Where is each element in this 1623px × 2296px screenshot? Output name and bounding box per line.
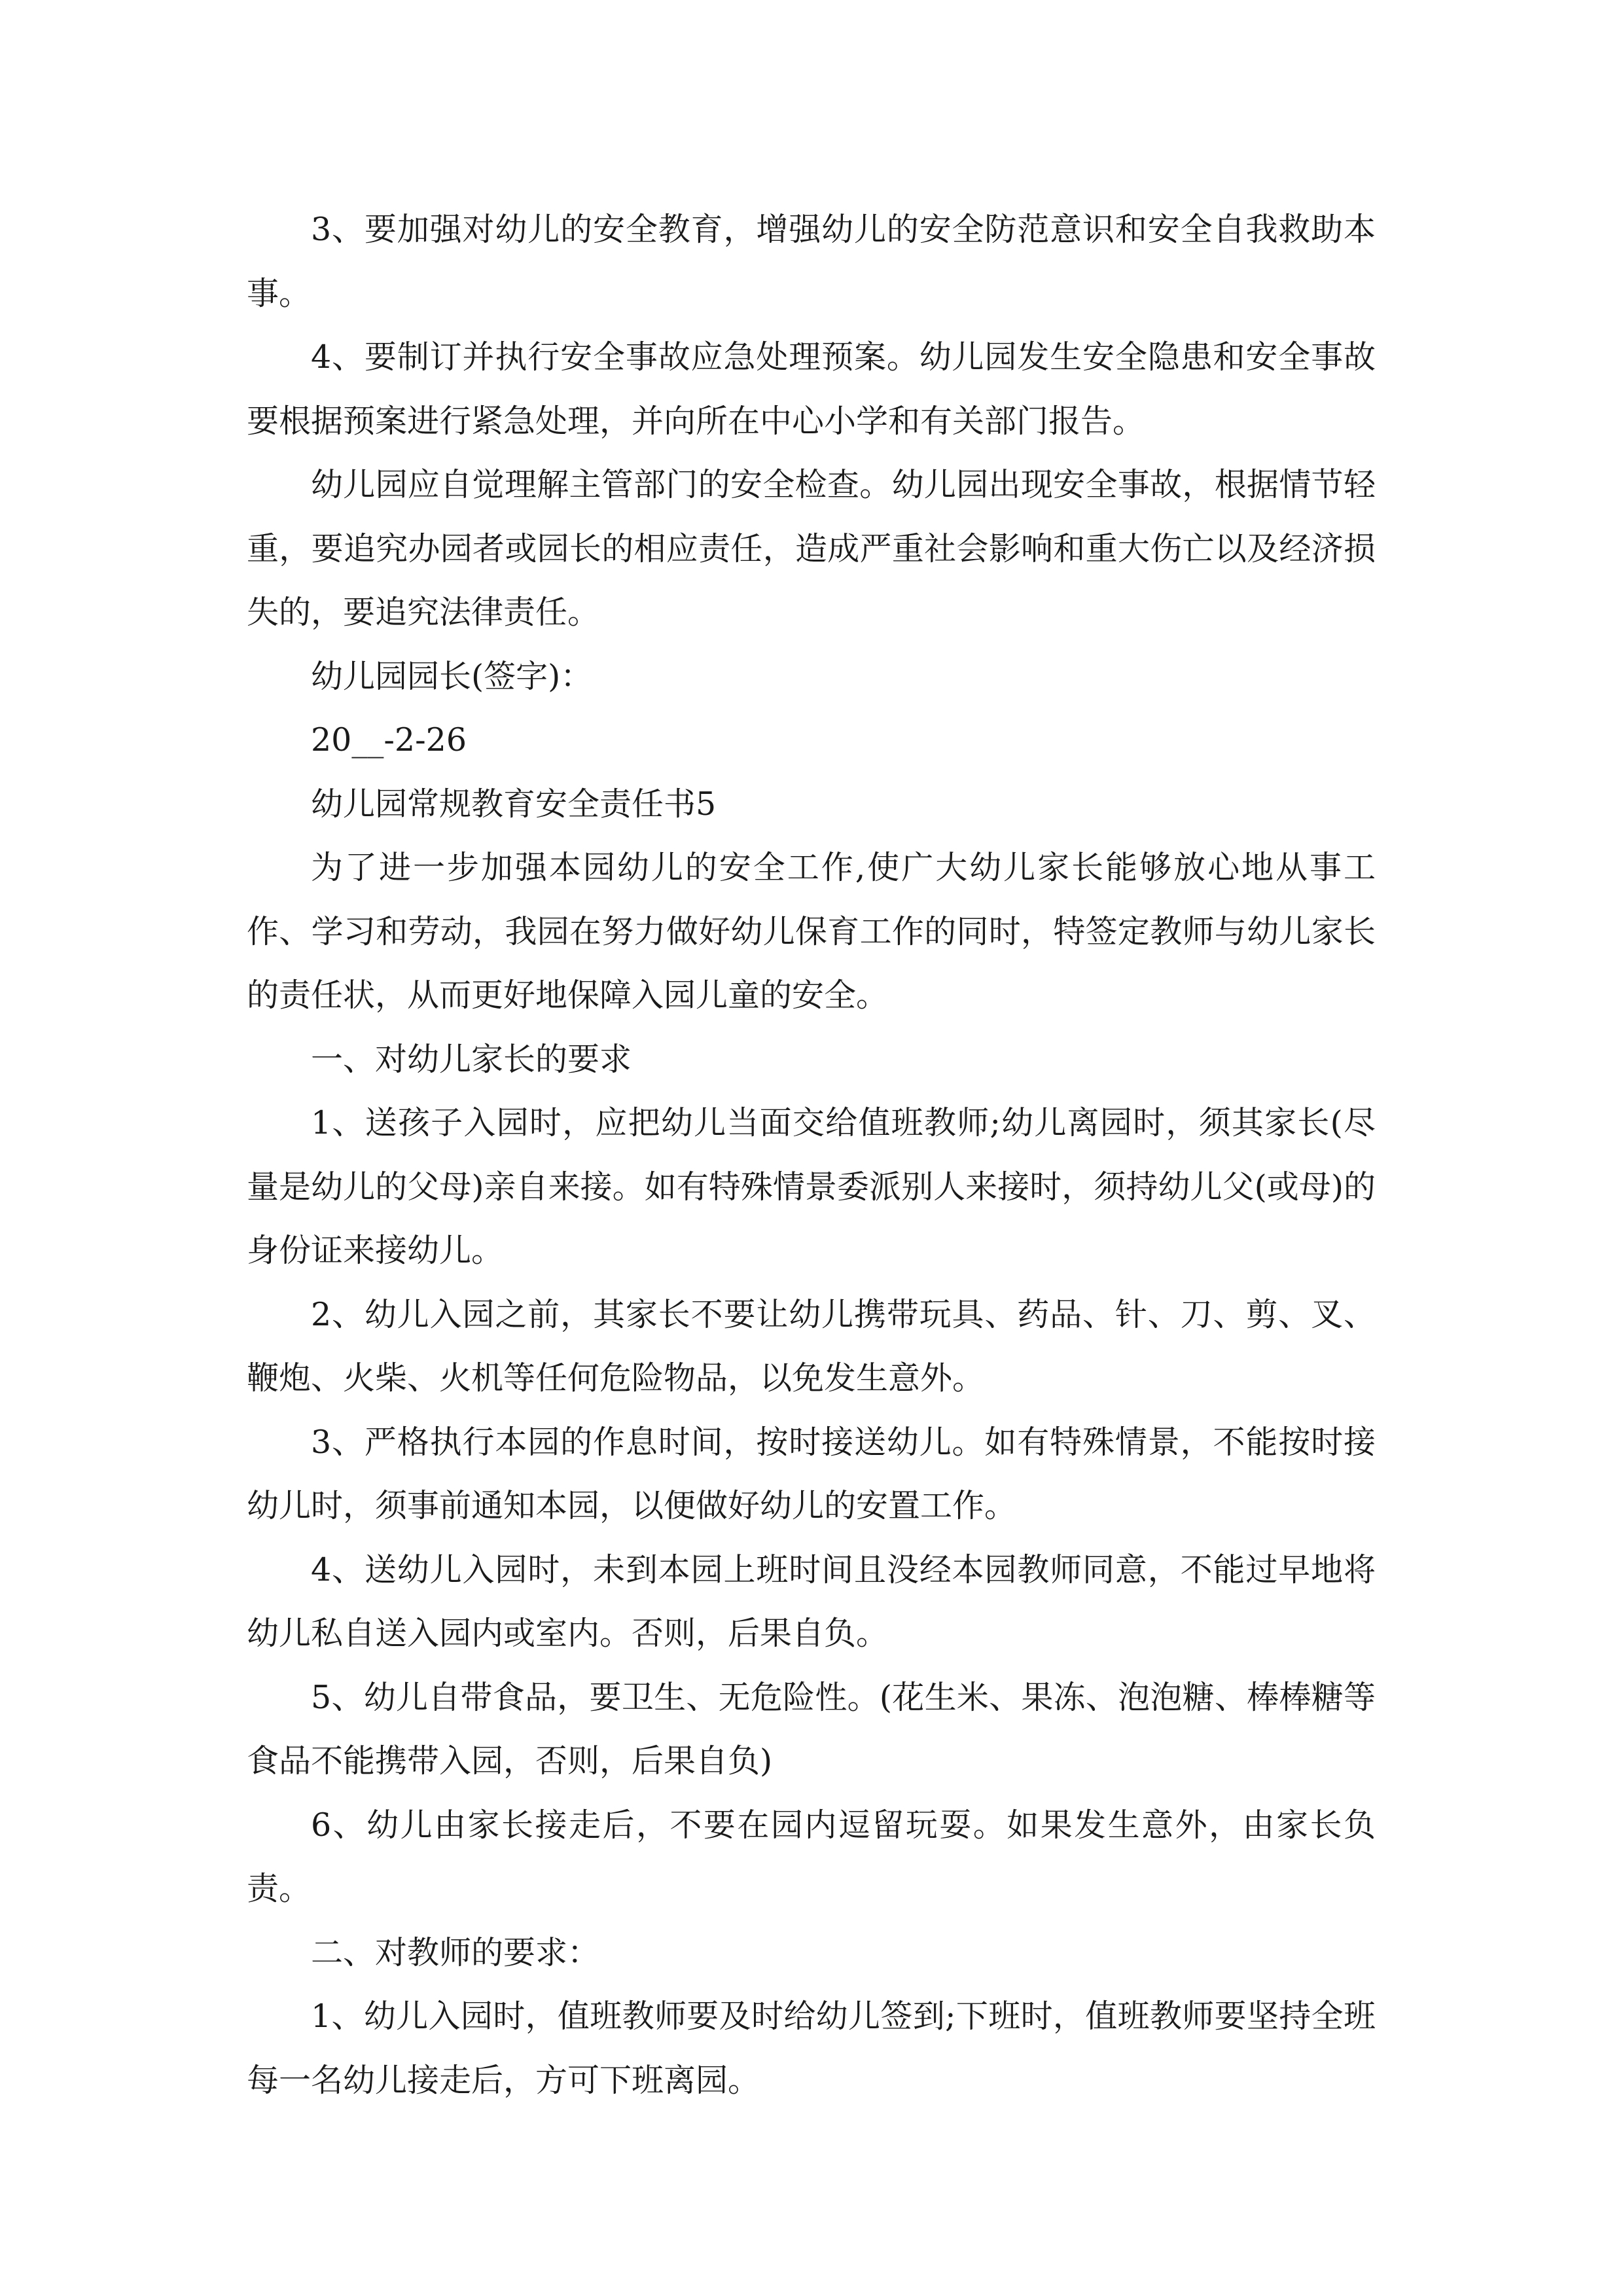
paragraph-safety-inspection: 幼儿园应自觉理解主管部门的安全检查。幼儿园出现安全事故，根据情节轻重，要追究办园者或园长的相应责任，造成严重社会影响和重大伤亡以及经济损失的，要追究法律责任。	[247, 466, 1376, 631]
date-line: 20__-2-26	[311, 721, 467, 759]
section-title: 幼儿园常规教育安全责任书5	[311, 785, 717, 823]
heading-teacher-requirements: 二、对教师的要求：	[311, 1933, 600, 1971]
document-body	[247, 198, 1376, 2112]
list-item: 4、送幼儿入园时，未到本园上班时间且没经本园教师同意，不能过早地将幼儿私自送入园内或室内。否则，后果自负。	[247, 1551, 1376, 1652]
paragraph-safety-education: 3、要加强对幼儿的安全教育，增强幼儿的安全防范意识和安全自我救助本事。	[247, 211, 1376, 312]
list-item: 1、幼儿入园时，值班教师要及时给幼儿签到;下班时，值班教师要坚持全班每一名幼儿接走后，方可下班离园。	[247, 1998, 1376, 2099]
paragraph-introduction: 为了进一步加强本园幼儿的安全工作,使广大幼儿家长能够放心地从事工作、学习和劳动，我园在努力做好幼儿保育工作的同时，特签定教师与幼儿家长的责任状，从而更好地保障入园儿童的安全。	[247, 849, 1376, 1014]
signature-line: 幼儿园园长(签字)：	[311, 657, 593, 695]
list-item: 1、送孩子入园时，应把幼儿当面交给值班教师;幼儿离园时，须其家长(尽量是幼儿的父母)亲自来接。如有特殊情景委派别人来接时，须持幼儿父(或母)的身份证来接幼儿。	[247, 1104, 1376, 1269]
list-item: 2、幼儿入园之前，其家长不要让幼儿携带玩具、药品、针、刀、剪、叉、鞭炮、火柴、火机等任何危险物品，以免发生意外。	[247, 1295, 1376, 1397]
list-item: 3、严格执行本园的作息时间，按时接送幼儿。如有特殊情景，不能按时接幼儿时，须事前通知本园，以便做好幼儿的安置工作。	[247, 1423, 1376, 1524]
list-item: 6、幼儿由家长接走后，不要在园内逗留玩耍。如果发生意外，由家长负责。	[247, 1806, 1376, 1907]
paragraph-emergency-plan: 4、要制订并执行安全事故应急处理预案。幼儿园发生安全隐患和安全事故要根据预案进行紧急处理，并向所在中心小学和有关部门报告。	[247, 338, 1376, 440]
heading-parent-requirements: 一、对幼儿家长的要求	[311, 1040, 632, 1078]
list-item: 5、幼儿自带食品，要卫生、无危险性。(花生米、果冻、泡泡糖、棒棒糖等食品不能携带入园，否则，后果自负)	[247, 1678, 1376, 1780]
